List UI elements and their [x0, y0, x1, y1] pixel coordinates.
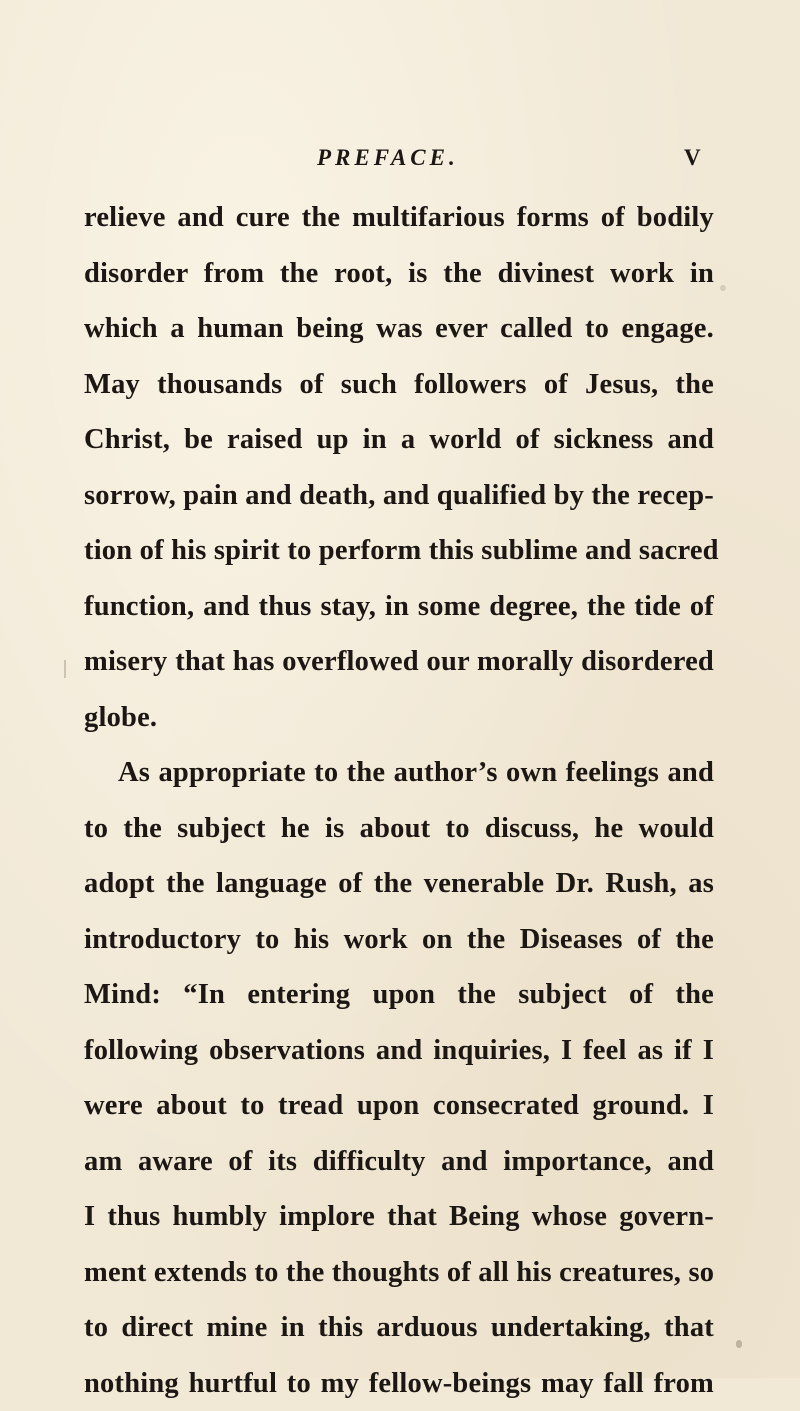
running-title: PREFACE.: [317, 143, 459, 173]
page-number: V: [684, 143, 701, 173]
text-line: nothing hurtful to my fellow-beings may fall from: [84, 1356, 714, 1411]
paper-speck: [736, 1340, 742, 1348]
paper-speck: [720, 285, 726, 291]
text-line: adopt the language of the venerable Dr. Rush, as: [84, 856, 714, 912]
text-line: am aware of its difficulty and importance, and: [84, 1134, 714, 1190]
text-line: function, and thus stay, in some degree, the tide of: [84, 579, 714, 635]
text-line: ment extends to the thoughts of all his creatures, so: [84, 1245, 714, 1301]
text-line: I thus humbly implore that Being whose govern-: [84, 1189, 714, 1245]
running-head: [0, 143, 800, 173]
text-line: misery that has overflowed our morally disordered: [84, 634, 714, 690]
text-line: As appropriate to the author’s own feelings and: [84, 745, 714, 801]
text-line: Christ, be raised up in a world of sickness and: [84, 412, 714, 468]
text-line: following observations and inquiries, I feel as if I: [84, 1023, 714, 1079]
text-line: relieve and cure the multifarious forms of bodily: [84, 190, 714, 246]
text-line: globe.: [84, 690, 714, 746]
text-line: to the subject he is about to discuss, he would: [84, 801, 714, 857]
text-line: tion of his spirit to perform this sublime and sacred: [84, 523, 714, 579]
text-line: disorder from the root, is the divinest work in: [84, 246, 714, 302]
text-line: introductory to his work on the Diseases of the: [84, 912, 714, 968]
text-line: Mind: “In entering upon the subject of the: [84, 967, 714, 1023]
body-text: [84, 190, 714, 1411]
text-line: May thousands of such followers of Jesus, the: [84, 357, 714, 413]
paper-speck: [64, 660, 66, 678]
text-line: to direct mine in this arduous undertaking, that: [84, 1300, 714, 1356]
text-line: which a human being was ever called to engage.: [84, 301, 714, 357]
text-line: were about to tread upon consecrated ground. I: [84, 1078, 714, 1134]
text-line: sorrow, pain and death, and qualified by the recep-: [84, 468, 714, 524]
